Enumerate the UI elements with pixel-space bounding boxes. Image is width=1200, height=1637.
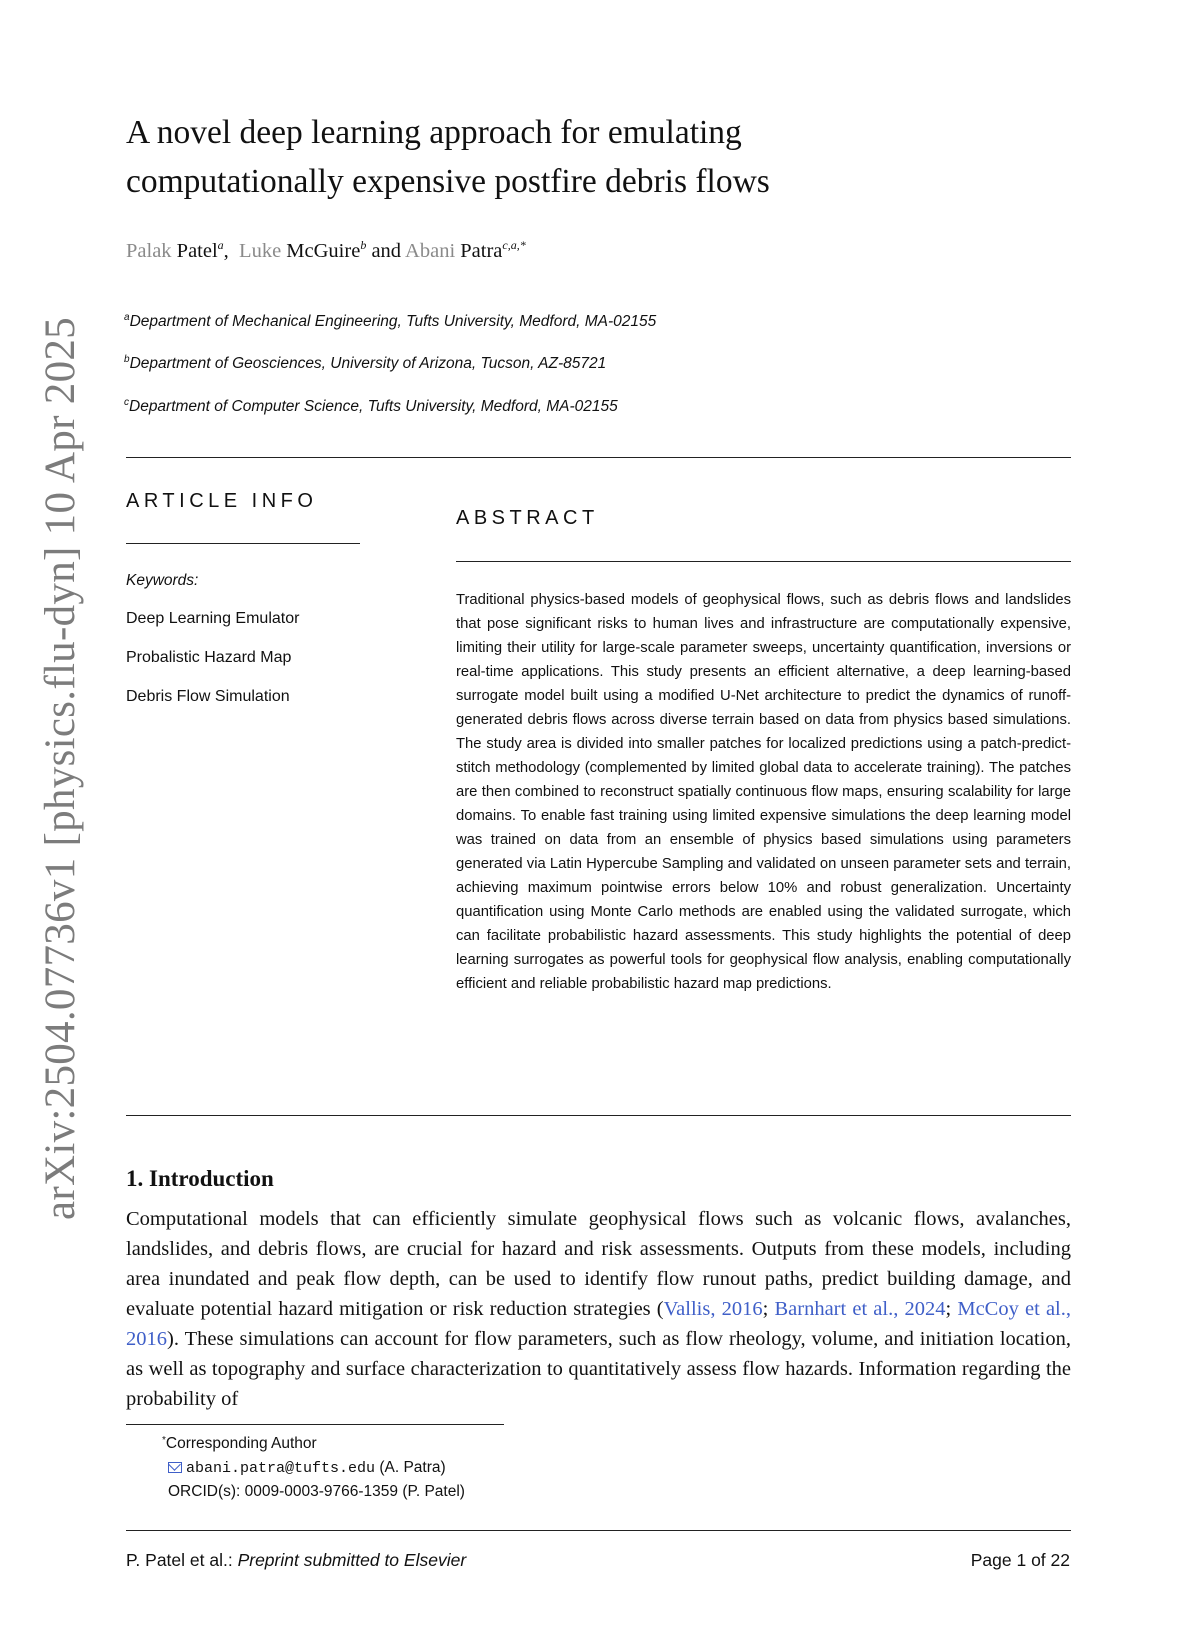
divider xyxy=(126,457,1071,458)
title-line-1: A novel deep learning approach for emulating xyxy=(126,114,742,151)
citation-link[interactable]: McCoy et al., 2016 xyxy=(126,1298,1072,1350)
footer-authors: P. Patel et al.: xyxy=(126,1550,233,1570)
author-given-name[interactable]: Luke xyxy=(239,240,282,262)
author-family-name: Patel xyxy=(176,240,218,262)
corresponding-author-label: Corresponding Author xyxy=(165,1435,317,1452)
citation-separator: ; xyxy=(945,1298,958,1320)
email-note xyxy=(168,1459,446,1477)
affiliation xyxy=(124,312,1024,331)
arxiv-stamp: arXiv:2504.07736v1 [physics.flu-dyn] 10 Apr 2025 xyxy=(37,317,84,1220)
orcid-note: ORCID(s): 0009-0003-9766-1359 (P. Patel) xyxy=(168,1483,465,1500)
affiliation xyxy=(124,397,1024,416)
divider xyxy=(456,561,1071,562)
author-affil-mark: b xyxy=(360,238,367,252)
keyword: Debris Flow Simulation xyxy=(126,688,290,705)
author-family-name: Patra xyxy=(460,240,503,262)
abstract-heading: ABSTRACT xyxy=(456,507,599,529)
author-list xyxy=(126,238,526,263)
section-heading-introduction: 1. Introduction xyxy=(126,1166,274,1191)
affiliation-mark: b xyxy=(124,354,130,365)
affiliation-text: Department of Geosciences, University of Arizona, Tucson, AZ-85721 xyxy=(129,355,607,372)
affiliation xyxy=(124,354,1024,373)
paper-title xyxy=(126,108,1066,206)
page-number: Page 1 of 22 xyxy=(970,1550,1070,1570)
citation-separator: ; xyxy=(762,1298,775,1320)
email-owner: (A. Patra) xyxy=(379,1459,446,1476)
footnote-mark: * xyxy=(162,1435,166,1446)
author-affil-mark: a xyxy=(217,238,224,252)
title-line-2: computationally expensive postfire debris flows xyxy=(126,163,770,200)
affiliation-text: Department of Computer Science, Tufts University, Medford, MA-02155 xyxy=(129,398,618,415)
author-given-name[interactable]: Palak xyxy=(126,240,172,262)
intro-text: ). These simulations can account for flow parameters, such as flow rheology, volume, and initiation location, as well as topography and surface characterization to quantitatively assess flow hazards. Information regarding the probability of xyxy=(126,1328,1071,1410)
keyword: Deep Learning Emulator xyxy=(126,610,300,627)
abstract-text: Traditional physics-based models of geophysical flows, such as debris flows and landslides that pose significant risks to human lives and infrastructure are computationally expensive, limiting their utility for large-scale parameter sweeps, uncertainty quantification, inversions or real-time applications. This study presents an efficient alternative, a deep learning-based surrogate model built using a modified U-Net architecture to predict the dynamics of runoff-generated debris flows across diverse terrain based on data from physics based simulations. The study area is divided into smaller patches for localized predictions using a patch-predict-stitch methodology (complemented by limited global data to accelerate training). The patches are then combined to reconstruct spatially continuous flow maps, ensuring scalability for large domains. To enable fast training using limited expensive simulations the deep learning model was trained on data from an ensemble of physics based simulations using parameters generated via Latin Hypercube Sampling and validated on unseen parameter sets and terrain, achieving maximum pointwise errors below 10% and robust generalization. Uncertainty quantification using Monte Carlo methods are enabled using the validated surrogate, which can facilitate probabilistic hazard assessments. This study highlights the potential of deep learning surrogates as powerful tools for geophysical flow analysis, enabling computationally efficient and reliable probabilistic hazard map predictions. xyxy=(456,592,1071,992)
author-separator: , xyxy=(223,240,229,262)
intro-text: Computational models that can efficiently simulate geophysical flows such as volcanic flows, avalanches, landslides, and debris flows, are crucial for hazard and risk assessments. Outputs from these models, including area inundated and peak flow depth, can be used to identify flow runout paths, predict building damage, and evaluate potential hazard mitigation or risk reduction strategies ( xyxy=(126,1208,1071,1320)
email-link[interactable]: abani.patra@tufts.edu xyxy=(186,1460,376,1477)
mail-icon xyxy=(168,1462,182,1473)
author-family-name: McGuire xyxy=(286,240,361,262)
affiliation-text: Department of Mechanical Engineering, Tufts University, Medford, MA-02155 xyxy=(129,313,657,330)
affiliation-mark: c xyxy=(124,397,129,408)
author-given-name[interactable]: Abani xyxy=(405,240,456,262)
citation-link[interactable]: Barnhart et al., 2024 xyxy=(774,1298,946,1320)
author-affil-mark: c,a,* xyxy=(502,238,526,252)
keyword: Probalistic Hazard Map xyxy=(126,649,292,666)
introduction-paragraph xyxy=(126,1204,1071,1414)
author-and: and xyxy=(371,240,402,262)
affiliation-mark: a xyxy=(124,312,130,323)
divider xyxy=(126,543,360,544)
footer-divider xyxy=(126,1530,1071,1531)
footnote-divider xyxy=(126,1424,504,1425)
citation-link[interactable]: Vallis, 2016 xyxy=(663,1298,763,1320)
divider xyxy=(126,1115,1071,1116)
running-footer xyxy=(126,1550,466,1571)
article-info-heading: ARTICLE INFO xyxy=(126,490,318,512)
footer-venue: Preprint submitted to Elsevier xyxy=(237,1550,467,1570)
keywords-label: Keywords: xyxy=(126,572,199,589)
corresponding-author-note xyxy=(162,1435,317,1453)
